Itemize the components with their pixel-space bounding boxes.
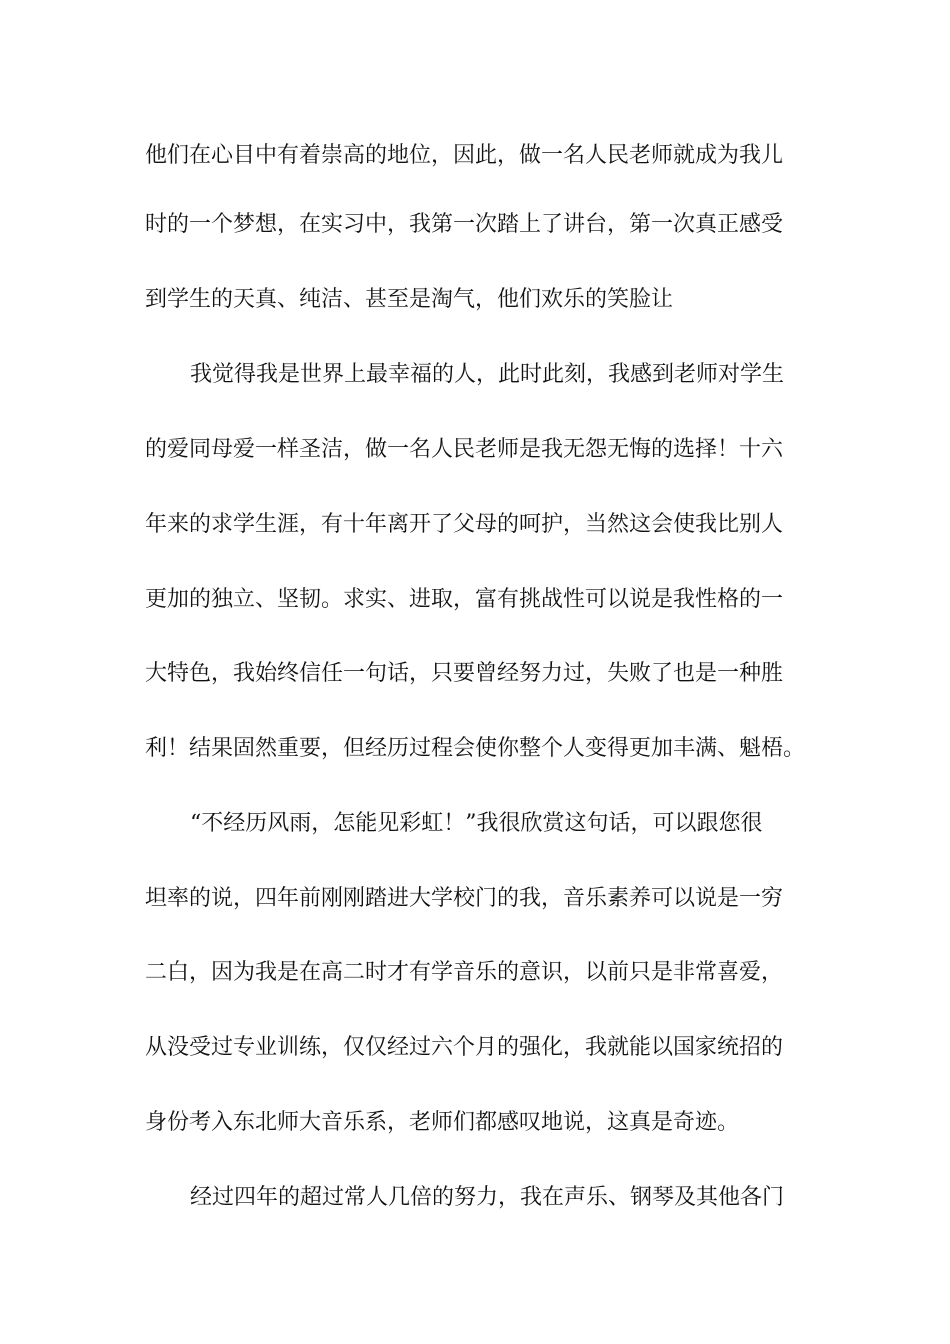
text-line: 他们在心目中有着崇高的地位，因此，做一名人民老师就成为我儿 <box>145 143 784 168</box>
paragraph-first-line: “不经历风雨，怎能见彩虹！”我很欣赏这句话，可以跟您很 <box>190 811 763 836</box>
text-line: 坦率的说，四年前刚刚踏进大学校门的我，音乐素养可以说是一穷 <box>145 886 784 911</box>
text-line: 身份考入东北师大音乐系，老师们都感叹地说，这真是奇迹。 <box>145 1110 740 1135</box>
text-line: 利！结果固然重要，但经历过程会使你整个人变得更加丰满、魁梧。 <box>145 736 806 761</box>
paragraph-first-line: 我觉得我是世界上最幸福的人，此时此刻，我感到老师对学生 <box>190 362 785 387</box>
text-line: 更加的独立、坚韧。求实、进取，富有挑战性可以说是我性格的一 <box>145 587 784 612</box>
text-line: 年来的求学生涯，有十年离开了父母的呵护，当然这会使我比别人 <box>145 512 784 537</box>
text-line: 到学生的天真、纯洁、甚至是淘气，他们欢乐的笑脸让 <box>145 287 674 312</box>
text-line: 时的一个梦想，在实习中，我第一次踏上了讲台，第一次真正感受 <box>145 212 784 237</box>
paragraph-first-line: 经过四年的超过常人几倍的努力，我在声乐、钢琴及其他各门 <box>190 1185 785 1210</box>
text-line: 的爱同母爱一样圣洁，做一名人民老师是我无怨无悔的选择！十六 <box>145 437 784 462</box>
text-line: 二白，因为我是在高二时才有学音乐的意识，以前只是非常喜爱， <box>145 960 784 985</box>
text-line: 大特色，我始终信任一句话，只要曾经努力过，失败了也是一种胜 <box>145 661 784 686</box>
text-line: 从没受过专业训练，仅仅经过六个月的强化，我就能以国家统招的 <box>145 1035 784 1060</box>
